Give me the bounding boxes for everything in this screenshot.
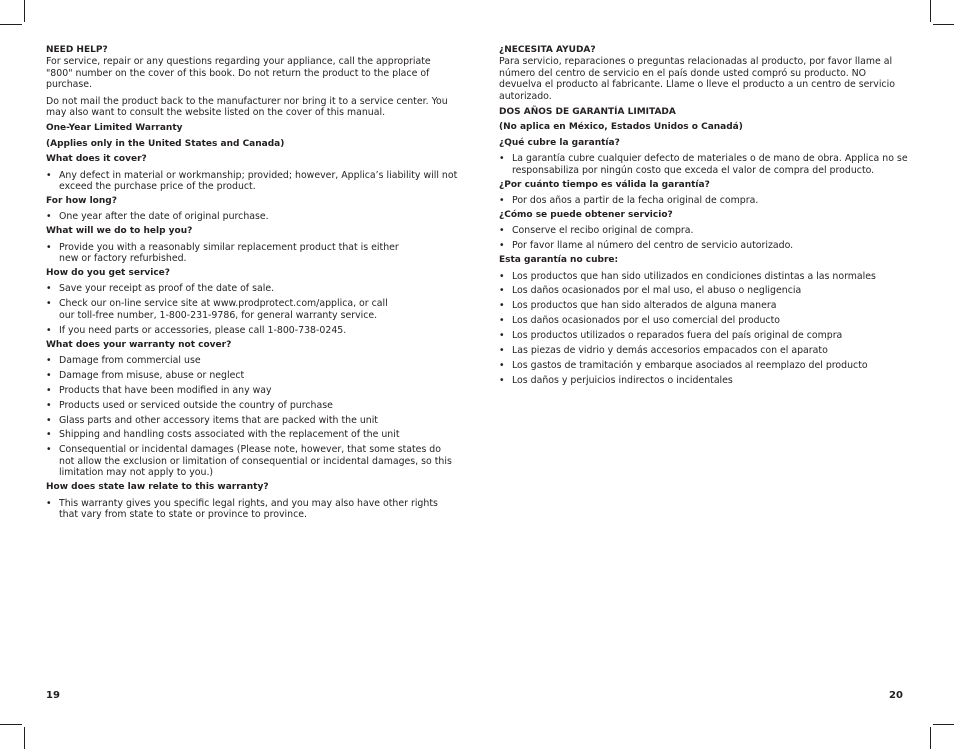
spanish-warranty-column xyxy=(499,41,911,390)
bullet: • xyxy=(46,298,52,310)
list-item: • Las piezas de vidrio y demás accesorios empacados con el aparato xyxy=(499,345,828,357)
list-item: • Los productos que han sido utilizados en condiciones distintas a las normales xyxy=(499,270,876,282)
bullet: • xyxy=(46,497,52,509)
bullet: • xyxy=(46,211,52,223)
warranty-scope: (No aplica en México, Estados Unidos o Canadá) xyxy=(499,122,743,133)
list-item: • Los productos que han sido alterados de alguna manera xyxy=(499,300,777,312)
bullet: • xyxy=(499,374,505,386)
list-item: • Por favor llame al número del centro de servicio autorizado. xyxy=(499,240,794,252)
section-heading: ¿Cómo se puede obtener servicio? xyxy=(499,209,673,220)
page-number-right: 20 xyxy=(889,690,903,701)
bullet: • xyxy=(499,315,505,327)
list-item: • Products that have been modified in any way xyxy=(46,384,272,396)
list-item: • Por dos años a partir de la fecha original de compra. xyxy=(499,194,759,206)
bullet: • xyxy=(499,359,505,371)
need-help-paragraph: Do not mail the product back to the manufacturer nor bring it to a service center. You may also want to consult the website listed on the cover of this manual. xyxy=(46,95,448,119)
list-item: • Conserve el recibo original de compra. xyxy=(499,225,694,237)
need-help-paragraph: For service, repair or any questions regarding your appliance, call the appropriate "800" number on the cover of this book. Do not return the product to the place of purchase. xyxy=(46,56,431,91)
english-warranty-column xyxy=(46,41,458,524)
bullet: • xyxy=(46,384,52,396)
bullet: • xyxy=(46,324,52,336)
list-item: • La garantía cubre cualquier defecto de materiales o de mano de obra. Applica no se responsabiliza por ningún costo que exceda el valor de compra del producto. xyxy=(499,153,908,176)
list-item: • Los daños y perjuicios indirectos o incidentales xyxy=(499,374,733,386)
list-item: • Provide you with a reasonably similar replacement product that is either new or factory refurbished. xyxy=(46,241,399,265)
bullet: • xyxy=(46,369,52,381)
warranty-scope: (Applies only in the United States and Canada) xyxy=(46,138,285,149)
section-heading: For how long? xyxy=(46,195,117,206)
list-item: • If you need parts or accessories, please call 1-800-738-0245. xyxy=(46,324,347,336)
bullet: • xyxy=(499,240,505,252)
list-item: • Los daños ocasionados por el uso comercial del producto xyxy=(499,315,781,327)
list-item: • Los productos utilizados o reparados fuera del país original de compra xyxy=(499,330,843,342)
crop-mark xyxy=(930,727,931,749)
need-help-heading: NEED HELP? xyxy=(46,45,108,55)
bullet: • xyxy=(46,283,52,295)
crop-mark xyxy=(0,24,22,25)
section-heading: How does state law relate to this warranty? xyxy=(46,482,269,493)
bullet: • xyxy=(499,300,505,312)
bullet: • xyxy=(46,414,52,426)
list-item: • Los gastos de tramitación y embarque asociados al reemplazo del producto xyxy=(499,359,868,371)
list-item: • Shipping and handling costs associated with the replacement of the unit xyxy=(46,429,400,441)
bullet: • xyxy=(46,241,52,253)
bullet: • xyxy=(499,194,505,206)
bullet: • xyxy=(499,330,505,342)
bullet: • xyxy=(46,169,52,181)
bullet: • xyxy=(46,399,52,411)
list-item: • Consequential or incidental damages (Please note, however, that some states do not allow the exclusion or limitation of consequential or incidental damages, so this limitation may not apply to you.) xyxy=(46,444,452,479)
need-help-heading: ¿NECESITA AYUDA? xyxy=(499,45,596,55)
list-item: • Any defect in material or workmanship; provided; however, Applica’s liability will not exceed the purchase price of the product. xyxy=(46,169,458,193)
bullet: • xyxy=(499,285,505,297)
crop-mark xyxy=(933,724,954,725)
list-item: • Damage from misuse, abuse or neglect xyxy=(46,369,245,381)
list-item: • Glass parts and other accessory items that are packed with the unit xyxy=(46,414,378,426)
bullet: • xyxy=(46,444,52,456)
section-heading: What does your warranty not cover? xyxy=(46,339,232,350)
section-heading: ¿Qué cubre la garantía? xyxy=(499,137,620,148)
crop-mark xyxy=(0,724,22,725)
section-heading: Esta garantía no cubre: xyxy=(499,255,619,266)
need-help-paragraph: Para servicio, reparaciones o preguntas relacionadas al producto, por favor llame al número del centro de servicio en el país donde usted compró su producto. NO devuelva el producto al fabricante. Llame o lleve el producto a un centro de servicio autorizado. xyxy=(499,56,895,102)
list-item: • Save your receipt as proof of the date of sale. xyxy=(46,283,275,295)
section-heading: What does it cover? xyxy=(46,154,147,165)
list-item: • Check our on-line service site at www.prodprotect.com/applica, or call our toll-free number, 1-800-231-9786, for general warranty service. xyxy=(46,298,388,321)
bullet: • xyxy=(46,429,52,441)
warranty-title: One-Year Limited Warranty xyxy=(46,123,183,134)
bullet: • xyxy=(499,270,505,282)
page-number-left: 19 xyxy=(46,690,60,701)
bullet: • xyxy=(499,153,505,165)
bullet: • xyxy=(46,354,52,366)
section-heading: How do you get service? xyxy=(46,268,171,278)
crop-mark xyxy=(24,727,25,749)
list-item: • This warranty gives you specific legal rights, and you may also have other rights that vary from state to state or province to province. xyxy=(46,497,438,520)
crop-mark xyxy=(24,0,25,22)
list-item: • One year after the date of original purchase. xyxy=(46,211,269,223)
crop-mark xyxy=(930,0,931,22)
list-item: • Damage from commercial use xyxy=(46,354,201,366)
list-item: • Products used or serviced outside the country of purchase xyxy=(46,399,333,411)
bullet: • xyxy=(499,225,505,237)
section-heading: ¿Por cuánto tiempo es válida la garantía? xyxy=(499,179,710,190)
section-heading: What will we do to help you? xyxy=(46,226,193,237)
list-item: • Los daños ocasionados por el mal uso, el abuso o negligencia xyxy=(499,285,802,297)
crop-mark xyxy=(933,24,954,25)
bullet: • xyxy=(499,345,505,357)
warranty-title: DOS AÑOS DE GARANTÍA LIMITADA xyxy=(499,107,676,118)
